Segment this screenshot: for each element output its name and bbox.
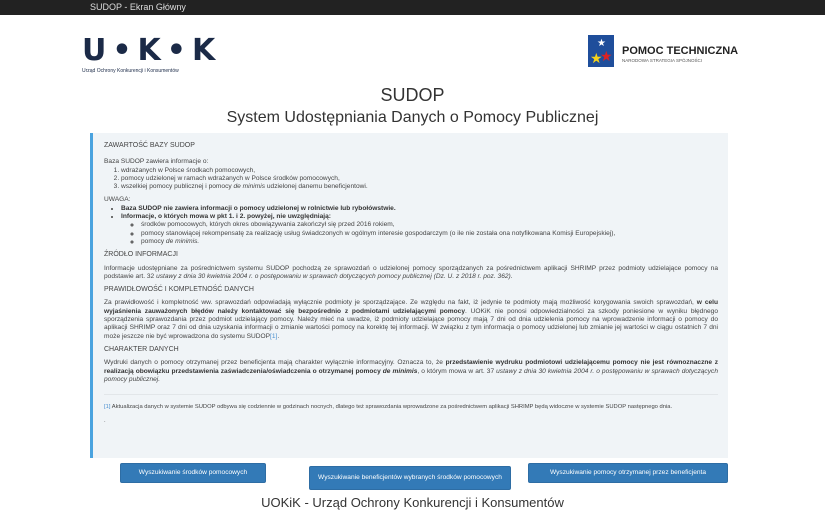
list-item: 1. wdrażanych w Polsce środkach pomocowych, [121, 167, 718, 175]
footnote-ref-link[interactable]: [1] [104, 404, 111, 411]
section-title: PRAWIDŁOWOŚĆ I KOMPLETNOŚĆ DANYCH [104, 286, 254, 294]
section-title: ZAWARTOŚĆ BAZY SUDOP [104, 142, 195, 149]
footnote-link[interactable]: [1] [270, 332, 278, 340]
footer: UOKiK - Urząd Ochrony Konkurencji i Konsumentów [261, 495, 564, 510]
list-item: • Baza SUDOP nie zawiera informacji o pomocy udzielonej w rolnictwie lub rybołówstwie. [121, 205, 718, 213]
uwaga-list [121, 205, 718, 246]
section-title: CHARAKTER DANYCH [104, 345, 179, 353]
flag-icon: ★ ★ ★ [588, 35, 614, 67]
paragraph: Informacje udostępniane za pośrednictwem systemu SUDOP pochodzą ze sprawozdań o udzielonej pomocy sporządzanych za pośrednictwem aplikacji SHRIMP przez podmioty udzielające pomocy na podstawie art. 32 ustawy z dnia 30 kwietnia 2004 r. o postępowaniu w sprawach dotyczących pomocy publicznej (Dz. U. z 2018 r. poz. 362). [104, 264, 718, 280]
list-item: ◦ pomocy stanowiącej rekompensatę za realizację usług świadczonych w ogólnym interesie gospodarczym (o ile nie została ona notyfikowana Komisji Europejskiej), [141, 230, 718, 238]
paragraph: Za prawidłowość i kompletność ww. sprawozdań odpowiadają wyłącznie podmioty je sporządzające. Ze względu na fakt, iż jedynie te podmioty mają możliwość korygowania swoich sprawozdań, w celu wyjaśnienia zauważonych błędów należy kontaktować się bezpośrednio z podmiotami udzielającymi pomocy. UOKiK nie ponosi odpowiedzialności za szkody poniesione w wyniku błędnego sporządzenia sprawozdania przez podmiot udzielający pomocy. Należy mieć na uwadze, iż podmioty udzielające pomocy mają 7 dni od dnia udzielenia pomocy na wprowadzenie informacji o pomocy do aplikacji SHRIMP oraz 7 dni od dnia uzyskania informacji o zmianie wartości pomocy na korektę tej informacji. W związku z tym informacja o pomocy udzielonej lub zmianie jej wartości w ciągu ostatnich 7 dni może jeszcze nie być wprowadzona do systemu SUDOP[1]. [104, 299, 719, 340]
paragraph: Wydruki danych o pomocy otrzymanej przez beneficjenta mają charakter wyłącznie informacyjny. Oznacza to, że przedstawienie wydruku podmiotowi udzielającemu pomocy nie jest równoznaczne z realizacją obowiązku przedstawienia zaświadczenia/oświadczenia o otrzymanej pomocy de minimis, o którym mowa w art. 37 ustawy z dnia 30 kwietnia 2004 r. o postępowaniu w sprawach dotyczących pomocy publicznej. [104, 359, 718, 383]
window-title: SUDOP - Ekran Główny [90, 2, 186, 12]
footnote: [1] Aktualizacja danych w systemie SUDOP odbywa się codziennie w godzinach nocnych, dlatego też sprawozdania wprowadzone za pośrednictwem aplikacji SHRIMP będą widoczne w systemie SUDOP następnego dnia. [104, 404, 673, 411]
window-title-bar [0, 0, 825, 15]
content-list [121, 167, 718, 192]
search-beneficiaries-button[interactable]: Wyszukiwanie beneficjentów wybranych środków pomocowych [309, 466, 511, 490]
list-item: • Informacje, o których mowa w pkt 1. i 2. powyżej, nie uwzględniają: ◦ środków pomocowych, których okres obowiązywania zakończył się przed 2016 rokiem, ◦ pomocy stanowiącej rekompensatę za realizację usług świadczonych w ogólnym interesie gospodarczym (o ile nie została ona notyfikowana Komisji Europejskiej), ◦ pomocy de minimis. [121, 213, 718, 246]
search-beneficiary-aid-button[interactable]: Wyszukiwanie pomocy otrzymanej przez beneficjenta [528, 463, 728, 483]
search-aid-measures-button[interactable]: Wyszukiwanie środków pomocowych [120, 463, 266, 483]
pomoc-techniczna-logo: ★ ★ ★ POMOC TECHNICZNA NARODOWA STRATEGIA SPÓJNOŚCI [588, 35, 748, 69]
page-title: SUDOP [380, 85, 445, 105]
page-subtitle: System Udostępniania Danych o Pomocy Publicznej [226, 109, 599, 126]
text: Baza SUDOP zawiera informacje o: [104, 158, 209, 166]
list-item: 2. pomocy udzielonej w ramach wdrażanych w Polsce środków pomocowych, [121, 175, 718, 183]
list-item: ◦ pomocy de minimis. [141, 238, 718, 246]
section-title: ŹRÓDŁO INFORMACJI [104, 251, 178, 259]
list-item: 3. wszelkiej pomocy publicznej i pomocy de minimis udzielonej danemu beneficjentowi. [121, 183, 718, 191]
info-panel [90, 133, 728, 458]
uwaga-label: UWAGA: [104, 196, 131, 204]
text: . [104, 418, 106, 425]
list-item: ◦ środków pomocowych, których okres obowiązywania zakończył się przed 2016 rokiem, [141, 221, 718, 229]
divider [104, 394, 718, 395]
uokik-logo: U•K•K Urząd Ochrony Konkurencji i Konsumentów [82, 33, 222, 74]
